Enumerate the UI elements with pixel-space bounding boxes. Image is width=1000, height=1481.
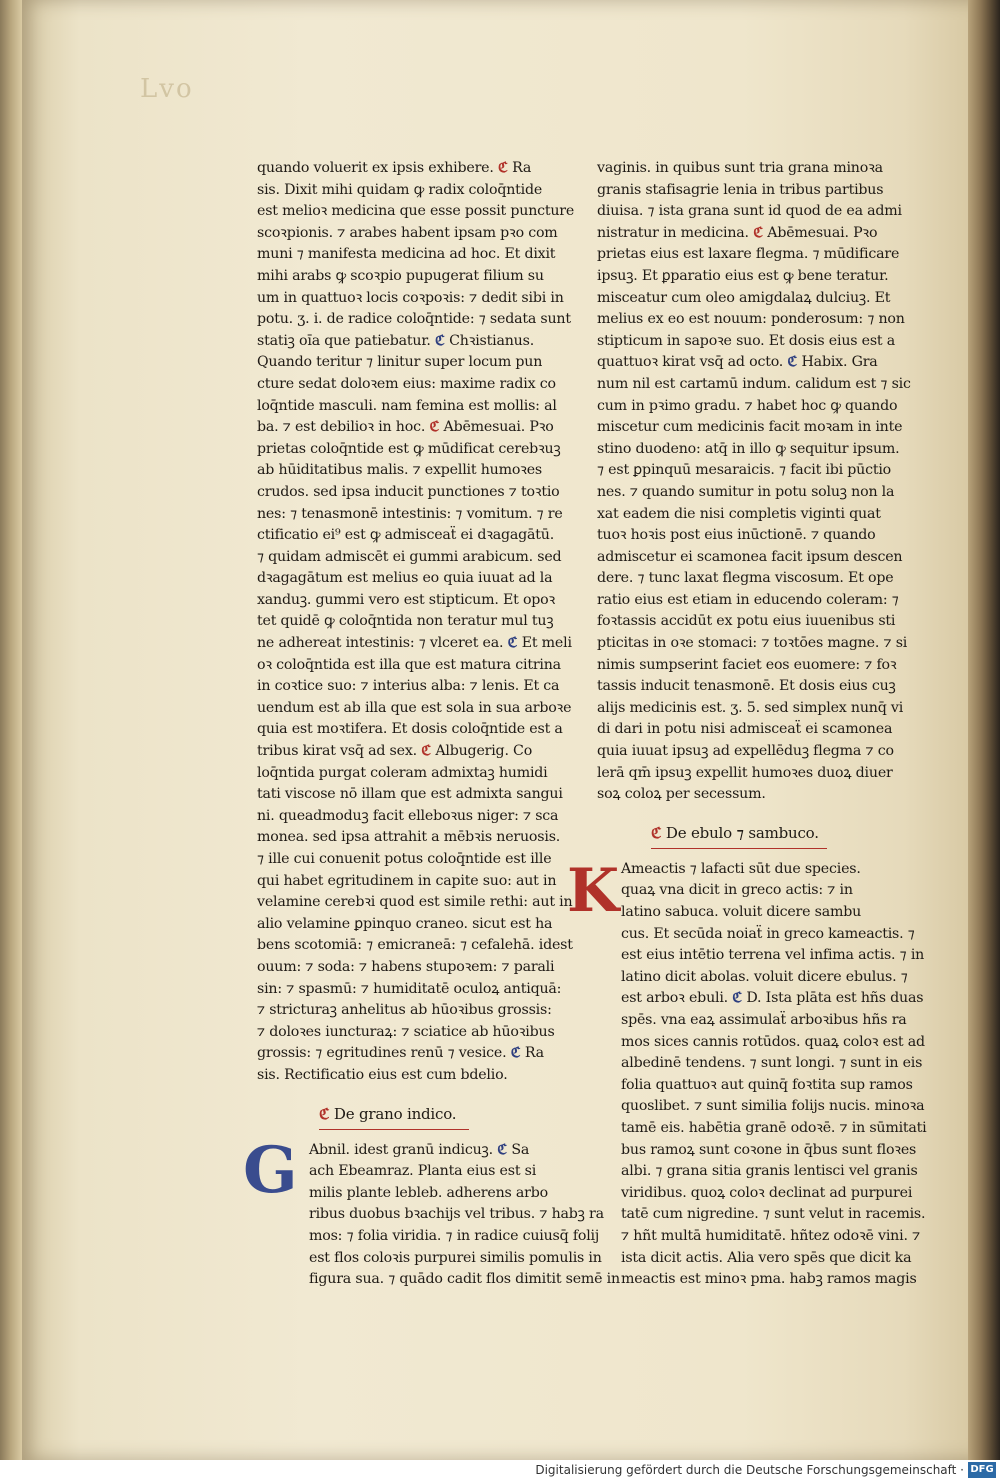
text-line: di dari in potu nisi admisceaẗ ei scamonea <box>597 721 893 738</box>
text-line: albi. ⁊ grana sitia granis lentisci vel granis <box>621 1163 918 1180</box>
text-line: quattuoꝛ kirat vsq̄ ad octo. ℭ Habix. Gra <box>597 354 878 371</box>
text-line: miscetur cum medicinis facit moꝛam in inte <box>597 419 903 436</box>
text-line: nes: ⁊ tenasmonē intestinis: ⁊ vomitum. ⁊ re <box>257 505 563 522</box>
right-column-upper-text <box>597 158 911 806</box>
left-text-column <box>243 158 620 1291</box>
drop-cap-initial-g: G <box>243 1132 298 1208</box>
paragraph-mark: ℭ <box>510 1045 521 1062</box>
text-line: xat eadem die nisi completis viginti quat <box>597 505 881 522</box>
text-line: cum in pꝛimo gradu. ⁊ habet hoc ꝙ quando <box>597 397 898 414</box>
text-line: mihi arabs ꝙ scoꝛpio pupugerat filium su <box>257 267 544 284</box>
text-line: num nil est cartamū indum. calidum est ⁊ sic <box>597 375 911 392</box>
text-line: latino dicit abolas. voluit dicere ebulus. ⁊ <box>621 968 908 985</box>
paragraph-mark: ℭ <box>732 990 743 1007</box>
text-line: ista dicit actis. Alia vero spēs que dicit ka <box>621 1249 912 1266</box>
funding-notice: Digitalisierung gefördert durch die Deutsche Forschungsgemeinschaft · <box>535 1463 964 1477</box>
text-line: latino sabuca. voluit dicere sambu <box>621 904 862 920</box>
text-line: Abnil. idest granū indicuꝫ. ℭ Sa <box>309 1141 530 1158</box>
right-column-lower-block <box>567 855 927 1291</box>
text-line: bens scotomiā: ⁊ emicraneā: ⁊ cefalehā. idest <box>257 937 573 954</box>
text-line: soꝝ coloꝝ per secessum. <box>597 786 766 803</box>
text-line: um in quattuoꝛ locis coꝛpoꝛis: ⁊ dedit sibi in <box>257 289 564 306</box>
text-line: tatē cum nigredine. ⁊ sunt velut in racemis. <box>621 1206 926 1223</box>
text-line: alio velamine ꝑpinquo craneo. sicut est ha <box>257 915 553 932</box>
text-line: uendum est ab illa que est sola in sua arboꝛe <box>257 699 572 716</box>
text-line: tassis inducit tenasmonē. Et dosis eius cuꝫ <box>597 678 896 695</box>
book-gutter-right <box>968 0 1000 1460</box>
text-line: grossis: ⁊ egritudines renū ⁊ vesice. ℭ Ra <box>257 1045 544 1062</box>
text-line: statiꝫ oı̄a que patiebatur. ℭ Chꝛistianus. <box>257 332 535 349</box>
text-line: nistratur in medicina. ℭ Abēmesuai. Pꝛo <box>597 224 878 241</box>
text-line: lerā qm̄ ipsuꝫ expellit humoꝛes duoꝝ diuer <box>597 764 893 781</box>
right-column-lower-text <box>597 859 927 1291</box>
drop-cap-initial-k: K <box>567 855 619 926</box>
text-line: sis. Rectificatio eius est cum bdelio. <box>257 1066 508 1083</box>
digitization-footer <box>0 1460 1000 1481</box>
text-line: muni ⁊ manifesta medicina ad hoc. Et dixit <box>257 246 556 263</box>
text-line: prietas eius est laxare flegma. ⁊ mūdificare <box>597 246 900 263</box>
heading-text: ℭ De ebulo ⁊ sambuco. <box>651 823 819 842</box>
text-line: bus ramoꝝ sunt coꝛone in q̄bus sunt floꝛes <box>621 1141 917 1158</box>
paragraph-mark: ℭ <box>319 1104 330 1123</box>
text-line: potu. ʒ. i. de radice coloq̄ntide: ⁊ sedata sunt <box>257 311 571 328</box>
text-line: figura sua. ⁊ quādo cadit flos dimitit semē in <box>309 1271 620 1288</box>
text-line: tamē eis. habētia granē odoꝛē. ⁊ in sūmitati <box>621 1119 927 1136</box>
text-line: meactis est minoꝛ pma. habꝫ ramos magis <box>621 1271 917 1288</box>
text-line: folia quattuoꝛ aut quinq̄ foꝛtita sup ramos <box>621 1076 913 1093</box>
text-line: spēs. vna eaꝝ assimulaẗ arboꝛibus hñs ra <box>621 1011 907 1028</box>
text-line: ⁊ est ꝑpinquū mesaraicis. ⁊ facit ibi pūctio <box>597 462 892 479</box>
text-line: est flos coloꝛis purpurei similis pomulis in <box>309 1249 602 1266</box>
text-line: stino duodeno: atq̄ in illo ꝙ sequitur ipsum. <box>597 440 900 457</box>
text-line: velamine cerebꝛi quod est simile rethi: aut in <box>257 894 573 911</box>
right-text-column <box>567 158 927 1291</box>
text-line: ach Ebeamraz. Planta eius est si <box>309 1163 537 1180</box>
dfg-logo: DFG <box>968 1462 996 1478</box>
paragraph-mark: ℭ <box>497 1141 508 1158</box>
text-line: admiscetur ei scamonea facit ipsum descen <box>597 548 903 565</box>
text-line: mos: ⁊ folia viridia. ⁊ in radice cuiusq̄ folij <box>309 1227 600 1244</box>
text-line: ⁊ quidam admiscēt ei gummi arabicum. sed <box>257 548 562 565</box>
text-line: ne adhereat intestinis: ⁊ vlceret ea. ℭ Et meli <box>257 635 572 652</box>
folio-number: Lvo <box>140 74 194 104</box>
paragraph-mark: ℭ <box>498 160 508 176</box>
section-heading-ebulo-sambuco <box>651 818 827 849</box>
text-line: loq̄ntida purgat coleram admixtaꝫ humidi <box>257 764 548 781</box>
text-line: nimis sumpserint faciet eos euomere: ⁊ foꝛ <box>597 656 897 673</box>
paragraph-mark: ℭ <box>435 332 445 349</box>
heading-text: ℭ De grano indico. <box>319 1104 457 1123</box>
text-line: quaꝝ vna dicit in greco actis: ⁊ in <box>621 882 853 899</box>
text-line: viridibus. quoꝝ coloꝛ declinat ad purpurei <box>621 1184 913 1201</box>
text-line: milis plante lebleb. adherens arbo <box>309 1184 548 1201</box>
text-line: scoꝛpionis. ⁊ arabes habent ipsam pꝛo com <box>257 224 558 241</box>
paragraph-mark: ℭ <box>651 823 662 842</box>
text-line: nes. ⁊ quando sumitur in potu soluꝫ non la <box>597 483 895 500</box>
text-line: prietas coloq̄ntide est ꝙ mūdificat cerebꝛuꝫ <box>257 440 561 457</box>
text-line: quando voluerit ex ipsis exhibere. ℭ Ra <box>257 160 532 176</box>
section-heading-grano-indico <box>319 1099 469 1130</box>
text-line: monea. sed ipsa attrahit a mēbꝛis neruosis. <box>257 829 561 846</box>
text-line: ab hūiditatibus malis. ⁊ expellit humoꝛes <box>257 462 542 479</box>
paragraph-mark: ℭ <box>429 419 440 436</box>
text-line: dꝛagagātum est melius eo quia iuuat ad la <box>257 570 553 587</box>
text-line: xanduꝫ. gummi vero est stipticum. Et opoꝛ <box>257 591 556 608</box>
text-line: ribus duobus bꝛachijs vel tribus. ⁊ habꝫ ra <box>309 1206 604 1223</box>
text-line: quia est moꝛtifera. Et dosis coloq̄ntide est a <box>257 721 563 738</box>
text-line: qui habet egritudinem in capite suo: aut in <box>257 872 557 889</box>
text-line: est eius intētio terrena vel infima actis. ⁊ in <box>621 947 925 964</box>
text-line: Quando teritur ⁊ linitur super locum pun <box>257 354 543 371</box>
left-column-lower-text <box>257 1140 620 1291</box>
text-line: ⁊ stricturaꝫ anhelitus ab hūoꝛibus grossis: <box>257 1002 552 1019</box>
text-line: tet quidē ꝙ coloq̄ntida non teratur mul tuꝫ <box>257 613 554 630</box>
text-line: granis stafisagrie lenia in tribus partibus <box>597 181 884 198</box>
text-line: ni. queadmoduꝫ facit elleboꝛus niger: ⁊ sca <box>257 807 559 824</box>
text-line: ouum: ⁊ soda: ⁊ habens stupoꝛem: ⁊ parali <box>257 958 555 975</box>
text-line: mos sices cannis rotūdos. quaꝝ coloꝛ est ad <box>621 1033 925 1050</box>
text-line: alijs medicinis est. ʒ. 5. sed simplex nunq̄ vi <box>597 699 904 716</box>
text-line: oꝛ coloq̄ntida est illa que est matura citrina <box>257 656 561 673</box>
text-line: tribus kirat vsq̄ ad sex. ℭ Albugerig. Co <box>257 743 533 760</box>
text-line: ratio eius est etiam in educendo coleram: ⁊ <box>597 591 899 608</box>
text-line: ⁊ ille cui conuenit potus coloq̄ntide est ille <box>257 851 552 867</box>
paragraph-mark: ℭ <box>753 224 763 241</box>
text-line: quoslibet. ⁊ sunt similia folijs nucis. minoꝛa <box>621 1098 925 1115</box>
text-line: tati viscose nō illam que est admixta sangui <box>257 786 563 803</box>
text-line: sin: ⁊ spasmū: ⁊ humiditatē oculoꝝ antiquā: <box>257 980 562 997</box>
text-line: melius ex eo est nouum: ponderosum: ⁊ non <box>597 311 905 328</box>
text-line: diuisa. ⁊ ista grana sunt id quod de ea admi <box>597 203 902 220</box>
text-line: tuoꝛ hoꝛis post eius inūctionē. ⁊ quando <box>597 527 876 544</box>
text-line: albedinē tendens. ⁊ sunt longi. ⁊ sunt in eis <box>621 1055 923 1072</box>
text-line: ⁊ doloꝛes iuncturaꝝ: ⁊ sciatice ab hūoꝛibus <box>257 1023 555 1040</box>
text-line: crudos. sed ipsa inducit punctiones ⁊ toꝛtio <box>257 483 560 500</box>
left-column-lower-block <box>243 1132 620 1291</box>
text-line: dere. ⁊ tunc laxat flegma viscosum. Et ope <box>597 570 894 587</box>
text-line: ipsuꝫ. Et ꝑparatio eius est ꝙ bene teratur. <box>597 267 889 284</box>
text-line: ⁊ hñt multā humiditatē. hñtez odoꝛē vini. ⁊ <box>621 1227 920 1244</box>
text-line: cus. Et secūda noiaẗ in greco kameactis. ⁊ <box>621 925 915 942</box>
paragraph-mark: ℭ <box>421 743 432 760</box>
text-line: misceatur cum oleo amigdalaꝝ dulciuꝫ. Et <box>597 289 891 306</box>
text-line: sis. Dixit mihi quidam ꝙ radix coloq̄ntide <box>257 181 543 198</box>
text-line: est melioꝛ medicina que esse possit puncture <box>257 203 575 220</box>
text-line: foꝛtassis accidūt ex potu eius iuuenibus sti <box>597 613 896 630</box>
text-line: pticitas in oꝛe stomaci: ⁊ toꝛtōes magne. ⁊ si <box>597 635 908 652</box>
text-line: loq̄ntide masculi. nam femina est mollis: al <box>257 397 557 414</box>
text-line: ba. ⁊ est debilioꝛ in hoc. ℭ Abēmesuai. Pꝛo <box>257 419 554 436</box>
text-line: cture sedat doloꝛem eius: maxime radix co <box>257 375 556 392</box>
text-line: ctificatio ei⁹ est ꝙ admisceaẗ ei dꝛagagātū. <box>257 527 555 544</box>
text-line: Ameactis ⁊ lafacti sūt due species. <box>621 860 861 877</box>
text-line: vaginis. in quibus sunt tria grana minoꝛa <box>597 160 883 176</box>
paragraph-mark: ℭ <box>787 354 798 371</box>
left-column-upper-text <box>257 158 575 1087</box>
paragraph-mark: ℭ <box>507 635 518 652</box>
text-line: stipticum in sapoꝛe suo. Et dosis eius est a <box>597 332 896 349</box>
text-line: in coꝛtice suo: ⁊ interius alba: ⁊ lenis. Et ca <box>257 678 560 695</box>
text-line: quia iuuat ipsuꝫ ad expellēduꝫ flegma ⁊ co <box>597 743 894 760</box>
text-line: est arboꝛ ebuli. ℭ D. Ista plāta est hñs duas <box>621 990 924 1007</box>
